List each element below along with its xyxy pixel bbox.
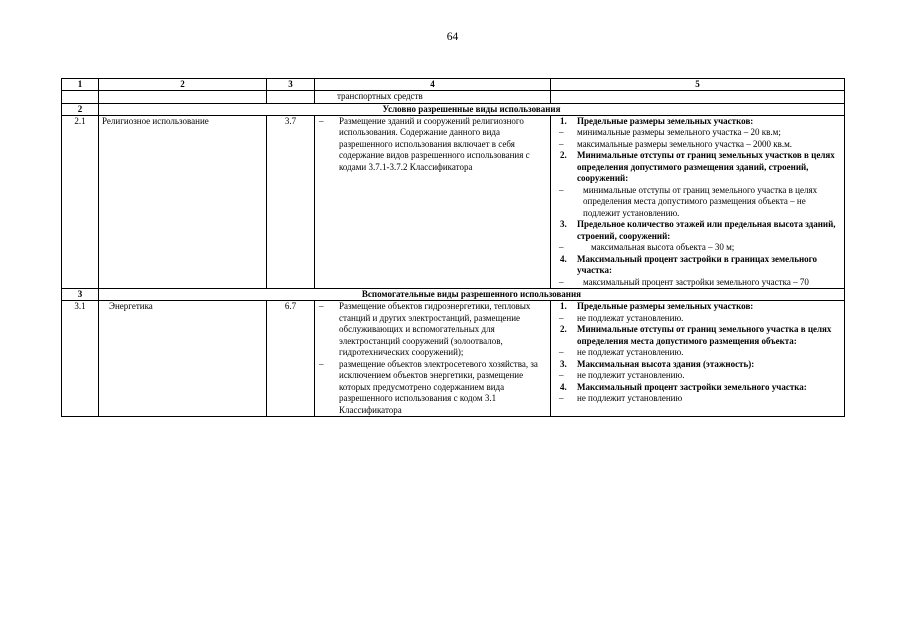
header-cell-4: 4 [315, 79, 551, 91]
row-number: 3.1 [62, 301, 99, 417]
row-description [315, 301, 551, 417]
requirement-detail: – не подлежит установлению. [554, 370, 841, 382]
header-cell-2: 2 [99, 79, 267, 91]
continuation-row [62, 91, 845, 104]
table-row [62, 115, 845, 289]
requirement-number: 3. [560, 219, 567, 229]
page-number: 64 [446, 31, 459, 43]
requirement-title: Предельное количество этажей или предельная высота зданий, строений, сооружений: [577, 219, 836, 241]
row-name: Энергетика [99, 301, 267, 417]
requirement-detail: – не подлежат установлению. [554, 347, 841, 359]
requirement-title: Максимальный процент застройки в границах земельного участка: [577, 253, 818, 275]
header-cell-5: 5 [551, 79, 845, 91]
requirement-heading [554, 219, 841, 242]
row-code: 6.7 [267, 301, 315, 417]
table-row [62, 301, 845, 417]
section-title: Условно разрешенные виды использования [99, 103, 845, 115]
requirement-detail: – максимальный процент застройки земельного участка – 70 [554, 277, 841, 289]
row-requirements [551, 115, 845, 289]
continuation-text: транспортных средств [315, 91, 551, 104]
description-item: – Размещение объектов гидроэнергетики, тепловых станций и других электростанций, размещение обслуживающих и вспомогательных для электростанций сооружений (золоотвалов, гидротехнических сооружений); [318, 301, 547, 359]
section-number: 3 [62, 289, 99, 301]
requirement-number: 3. [560, 358, 567, 369]
requirement-number: 1. [560, 115, 567, 126]
requirement-number: 2. [560, 324, 567, 334]
header-cell-3: 3 [267, 79, 315, 91]
row-requirements [551, 301, 845, 417]
requirement-heading [554, 150, 841, 185]
requirement-heading [554, 301, 841, 313]
requirement-detail: – не подлежит установлению [554, 393, 841, 405]
requirement-detail: – максимальная высота объекта – 30 м; [554, 242, 841, 254]
row-number: 2.1 [62, 115, 99, 289]
requirement-number: 1. [560, 301, 567, 311]
requirement-heading [554, 116, 841, 128]
requirement-title: Минимальные отступы от границ земельного участка в целях определения места допустимого размещения объекта: [577, 324, 832, 346]
section-title: Вспомогательные виды разрешенного использования [99, 289, 845, 301]
description-item: – размещение объектов электросетевого хозяйства, за исключением объектов энергетики, размещение которых предусмотрено содержанием вида разрешенного использования с кодом 3.1 Классификатора [318, 359, 547, 417]
requirement-heading [554, 254, 841, 277]
requirement-detail: – минимальные размеры земельного участка – 20 кв.м; [554, 127, 841, 139]
requirement-number: 4. [560, 253, 567, 264]
requirement-title: Максимальная высота здания (этажность): [577, 358, 755, 369]
requirement-title: Максимальный процент застройки земельного участка: [577, 381, 807, 392]
requirement-heading [554, 324, 841, 347]
row-description [315, 115, 551, 289]
description-item: – Размещение зданий и сооружений религиозного использования. Содержание данного вида разрешенного использования включает в себя содержание видов разрешенного использования с кодами 3.7.1-3.7.2 Классификатора [318, 116, 547, 174]
section-row-3 [62, 289, 845, 301]
section-number: 2 [62, 103, 99, 115]
requirement-title: Минимальные отступы от границ земельных участков в целях определения допустимого размещения зданий, строений, сооружений: [577, 150, 835, 183]
requirement-heading [554, 359, 841, 371]
requirement-number: 4. [560, 381, 567, 392]
section-row-2 [62, 103, 845, 115]
header-cell-1: 1 [62, 79, 99, 91]
row-code: 3.7 [267, 115, 315, 289]
requirement-title: Предельные размеры земельных участков: [577, 301, 754, 311]
requirement-heading [554, 382, 841, 394]
requirement-number: 2. [560, 150, 567, 160]
requirement-title: Предельные размеры земельных участков: [577, 115, 754, 126]
requirement-detail: – минимальные отступы от границ земельного участка в целях определения места допустимого размещения объекта – не подлежит установлению. [554, 185, 841, 220]
requirement-detail: – не подлежат установлению. [554, 313, 841, 325]
zoning-table [61, 78, 845, 417]
header-row [62, 79, 845, 91]
row-name: Религиозное использование [99, 115, 267, 289]
requirement-detail: – максимальные размеры земельного участка – 2000 кв.м. [554, 139, 841, 151]
